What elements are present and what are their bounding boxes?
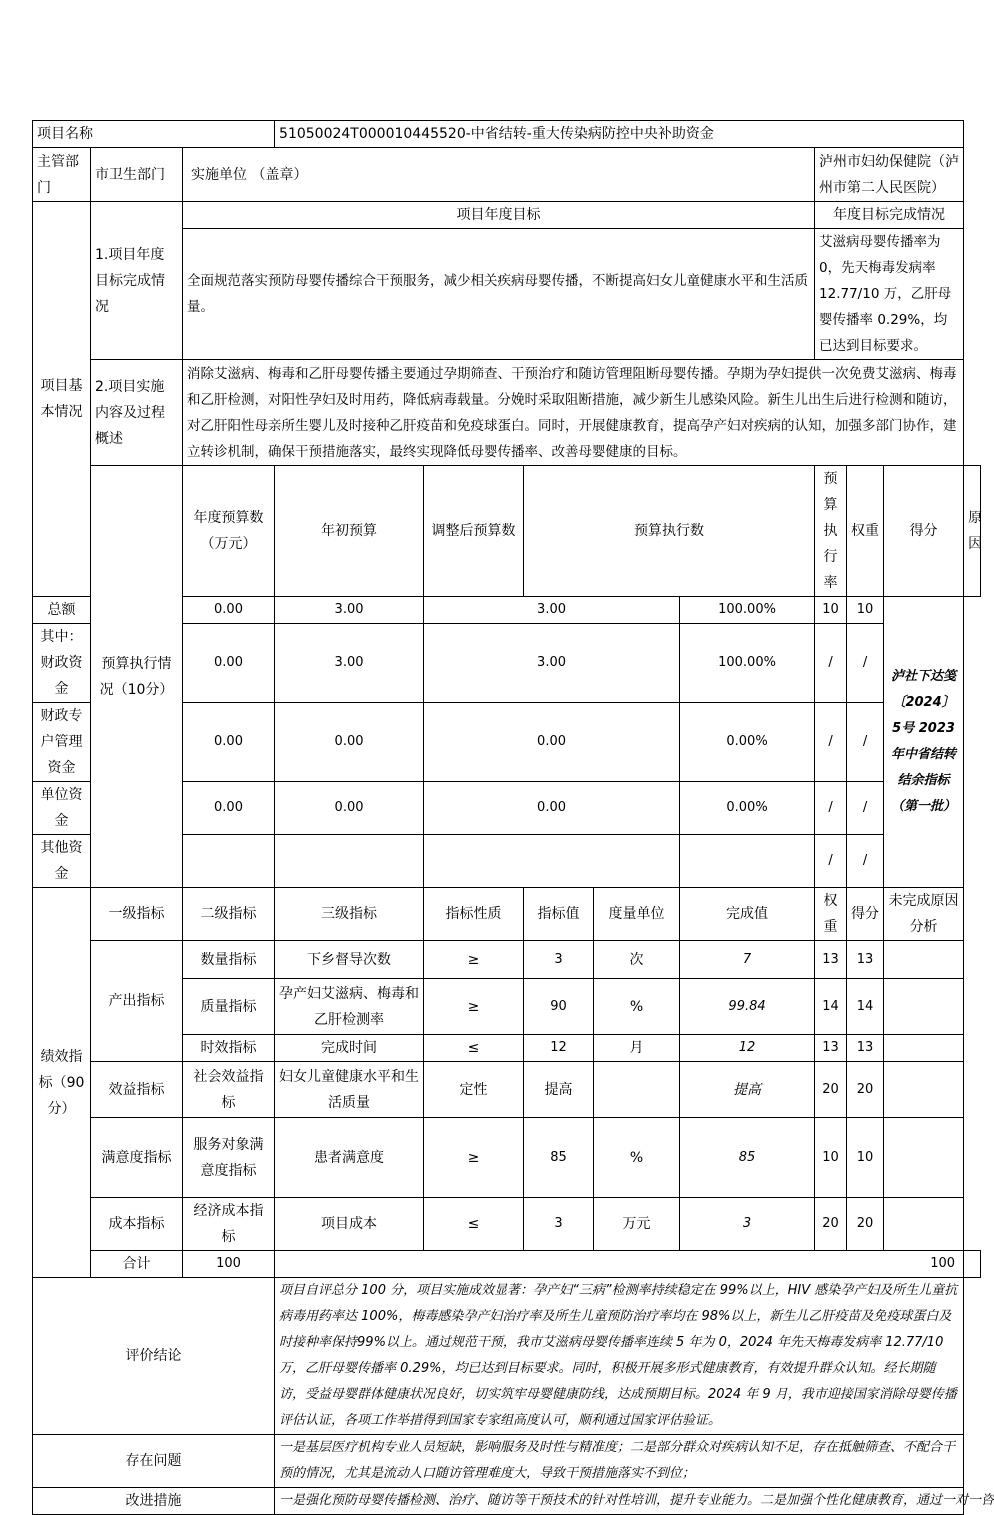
perf-weight-header: 权重 [815, 888, 847, 941]
budget-annual-header: 年度预算数（万元） [183, 466, 275, 597]
perf-level2-header: 二级指标 [183, 888, 275, 941]
perf-row-weight: 20 [815, 1198, 847, 1251]
perf-row-l3: 项目成本 [275, 1198, 424, 1251]
budget-row-adjusted [275, 835, 424, 888]
budget-row-initial: 0.00 [183, 782, 275, 835]
impl-content-text: 消除艾滋病、梅毒和乙肝母婴传播主要通过孕期筛查、干预治疗和随访管理阻断母婴传播。孕期为孕妇提供一次免费艾滋病、梅毒和乙肝检测，对阳性孕妇及时用药，降低病毒载量。分娩时采取阻断措施，减少新生儿感染风险。新生儿出生后进行检测和随访，对乙肝阳性母亲所生婴儿及时接种乙肝疫苗和免疫球蛋白。同时，开展健康教育，提高孕产妇对疾病的认知，加强多部门协作，建立转诊机制，确保干预措施落实，最终实现降低母婴传播率、改善母婴健康的目标。 [183, 360, 964, 466]
perf-row-weight: 13 [815, 941, 847, 979]
perf-level1-header: 一级指标 [91, 888, 183, 941]
budget-reason-header: 原因 [964, 466, 981, 597]
perf-row-l3: 孕产妇艾滋病、梅毒和乙肝检测率 [275, 979, 424, 1035]
conclusion-label: 评价结论 [33, 1278, 275, 1435]
perf-row-l2: 经济成本指标 [183, 1198, 275, 1251]
budget-row-executed: 3.00 [424, 624, 680, 703]
budget-row-weight: / [815, 703, 847, 782]
perf-row-done: 3 [680, 1198, 815, 1251]
goal-text: 全面规范落实预防母婴传播综合干预服务，减少相关疾病母婴传播，不断提高妇女儿童健康水平和生活质量。 [183, 229, 815, 360]
budget-row-label: 总额 [33, 597, 91, 624]
budget-row-label: 其他资金 [33, 835, 91, 888]
completion-header: 年度目标完成情况 [815, 202, 964, 229]
perf-row-analysis [884, 941, 964, 979]
perf-row-l2: 服务对象满意度指标 [183, 1118, 275, 1198]
perf-row-l2: 社会效益指标 [183, 1062, 275, 1118]
problem-text: 一是基层医疗机构专业人员短缺，影响服务及时性与精准度；二是部分群众对疾病认知不足，存在抵触筛查、不配合干预的情况，尤其是流动人口随访管理难度大，导致干预措施落实不到位； [275, 1435, 964, 1488]
total-score: 100 [275, 1251, 964, 1278]
perf-row-score: 14 [847, 979, 884, 1035]
perf-row-analysis [884, 1062, 964, 1118]
performance-self-evaluation-table [32, 120, 994, 1515]
perf-row-score: 20 [847, 1062, 884, 1118]
budget-row-score: / [847, 835, 884, 888]
perf-row-done: 7 [680, 941, 815, 979]
perf-row-value: 3 [524, 941, 594, 979]
perf-row-nature: ≥ [424, 941, 524, 979]
perf-row-l2: 质量指标 [183, 979, 275, 1035]
budget-row-weight: 10 [815, 597, 847, 624]
perf-row-value: 85 [524, 1118, 594, 1198]
perf-row-unit: 次 [594, 941, 680, 979]
perf-row-unit: % [594, 1118, 680, 1198]
perf-row-weight: 14 [815, 979, 847, 1035]
budget-initial-header: 年初预算 [275, 466, 424, 597]
perf-row-analysis [884, 1118, 964, 1198]
perf-row-value: 提高 [524, 1062, 594, 1118]
perf-row-unit: 月 [594, 1035, 680, 1062]
perf-analysis-header: 未完成原因分析 [884, 888, 964, 941]
budget-row-label: 单位资金 [33, 782, 91, 835]
budget-weight-header: 权重 [847, 466, 884, 597]
perf-row-score: 20 [847, 1198, 884, 1251]
total-weight: 100 [183, 1251, 275, 1278]
budget-row-weight: / [815, 835, 847, 888]
perf-row-nature: ≥ [424, 1118, 524, 1198]
perf-row-analysis [884, 1035, 964, 1062]
perf-row-analysis [884, 979, 964, 1035]
budget-score-header: 得分 [884, 466, 964, 597]
perf-row-done: 85 [680, 1118, 815, 1198]
perf-row-nature: ≥ [424, 979, 524, 1035]
perf-nature-header: 指标性质 [424, 888, 524, 941]
impl-unit-value: 泸州市妇幼保健院（泸州市第二人民医院） [815, 148, 964, 202]
perf-row-l3: 妇女儿童健康水平和生活质量 [275, 1062, 424, 1118]
completion-text: 艾滋病母婴传播率为 0，先天梅毒发病率 12.77/10 万，乙肝母婴传播率 0.29%，均已达到目标要求。 [815, 229, 964, 360]
perf-row-nature: 定性 [424, 1062, 524, 1118]
perf-unit-header: 度量单位 [594, 888, 680, 941]
budget-row-weight: / [815, 624, 847, 703]
perf-row-value: 90 [524, 979, 594, 1035]
perf-row-l2: 时效指标 [183, 1035, 275, 1062]
problem-label: 存在问题 [33, 1435, 275, 1488]
perf-level3-header: 三级指标 [275, 888, 424, 941]
perf-row-value: 12 [524, 1035, 594, 1062]
performance-section-label: 绩效指标（90分） [33, 888, 91, 1278]
budget-row-initial: 0.00 [183, 624, 275, 703]
measure-text: 一是强化预防母婴传播检测、治疗、随访等干预技术的针对性培训，提升专业能力。二是加强个性化健康教育，通过一对一咨 [275, 1488, 964, 1515]
perf-row-value: 3 [524, 1198, 594, 1251]
conclusion-text: 项目自评总分 100 分，项目实施成效显著：孕产妇“三病”检测率持续稳定在 99%以上，HIV 感染孕产妇及所生儿童抗病毒用药率达 100%，梅毒感染孕产妇治疗率及所生儿童预防治疗率均在 98%以上，新生儿乙肝疫苗及免疫球蛋白及时接种率保持99%以上。通过规范干预，我市艾滋病母婴传播率连续 5 年为 0，2024 年先天梅毒发病率 12.77/10 万，乙肝母婴传播率 0.29%，均已达到目标要求。同时，积极开展多形式健康教育，有效提升群众认知。经长期随访，受益母婴群体健康状况良好，切实筑牢母婴健康防线，达成预期目标。2024 年 9 月，我市迎接国家消除母婴传播评估认证，各项工作举措得到国家专家组高度认可，顺利通过国家评估验证。 [275, 1278, 964, 1435]
perf-group-cost: 成本指标 [91, 1198, 183, 1251]
budget-row-label: 财政专户管理资金 [33, 703, 91, 782]
budget-row-label: 其中：财政资金 [33, 624, 91, 703]
budget-row-score: / [847, 703, 884, 782]
impl-unit-label: 实施单位 （盖章） [183, 148, 815, 202]
budget-row-score: / [847, 624, 884, 703]
budget-row-rate: 100.00% [680, 597, 815, 624]
perf-row-unit [594, 1062, 680, 1118]
perf-row-score: 13 [847, 941, 884, 979]
perf-row-unit: % [594, 979, 680, 1035]
budget-row-rate: 100.00% [680, 624, 815, 703]
budget-adjusted-header: 调整后预算数 [424, 466, 524, 597]
budget-row-initial: 0.00 [183, 703, 275, 782]
budget-row-rate: 0.00% [680, 782, 815, 835]
total-blank [964, 1251, 981, 1278]
budget-row-executed: 0.00 [424, 703, 680, 782]
budget-row-score: / [847, 782, 884, 835]
budget-row-score: 10 [847, 597, 884, 624]
budget-row-initial [183, 835, 275, 888]
dept-value: 市卫生部门 [91, 148, 183, 202]
perf-row-analysis [884, 1198, 964, 1251]
budget-row-rate: 0.00% [680, 703, 815, 782]
perf-row-done: 12 [680, 1035, 815, 1062]
perf-group-benefit: 效益指标 [91, 1062, 183, 1118]
project-name-label: 项目名称 [33, 121, 275, 148]
perf-row-l3: 下乡督导次数 [275, 941, 424, 979]
dept-label: 主管部门 [33, 148, 91, 202]
budget-row-adjusted: 3.00 [275, 597, 424, 624]
perf-row-nature: ≤ [424, 1035, 524, 1062]
perf-row-score: 13 [847, 1035, 884, 1062]
impl-content-label: 2.项目实施内容及过程概述 [91, 360, 183, 466]
perf-row-score: 10 [847, 1118, 884, 1198]
perf-row-l3: 患者满意度 [275, 1118, 424, 1198]
goal-label: 1.项目年度目标完成情况 [91, 202, 183, 360]
perf-row-weight: 13 [815, 1035, 847, 1062]
budget-rate-header: 预算执行率 [815, 466, 847, 597]
basic-section-label: 项目基本情况 [33, 202, 91, 597]
total-label: 合计 [91, 1251, 183, 1278]
perf-row-done: 99.84 [680, 979, 815, 1035]
perf-group-satisfaction: 满意度指标 [91, 1118, 183, 1198]
perf-row-weight: 10 [815, 1118, 847, 1198]
budget-executed-header: 预算执行数 [524, 466, 815, 597]
perf-row-weight: 20 [815, 1062, 847, 1118]
budget-row-adjusted: 3.00 [275, 624, 424, 703]
budget-row-executed: 0.00 [424, 782, 680, 835]
perf-done-header: 完成值 [680, 888, 815, 941]
budget-row-weight: / [815, 782, 847, 835]
budget-row-initial: 0.00 [183, 597, 275, 624]
perf-row-l3: 完成时间 [275, 1035, 424, 1062]
budget-row-executed [424, 835, 680, 888]
goal-header: 项目年度目标 [183, 202, 815, 229]
perf-group-output: 产出指标 [91, 941, 183, 1062]
budget-row-executed: 3.00 [424, 597, 680, 624]
budget-row-adjusted: 0.00 [275, 703, 424, 782]
perf-row-nature: ≤ [424, 1198, 524, 1251]
perf-value-header: 指标值 [524, 888, 594, 941]
perf-score-header: 得分 [847, 888, 884, 941]
budget-section-label: 预算执行情况（10分） [91, 466, 183, 888]
project-name-value: 51050024T000010445520-中省结转-重大传染病防控中央补助资金 [275, 121, 964, 148]
budget-row-adjusted: 0.00 [275, 782, 424, 835]
perf-row-done: 提高 [680, 1062, 815, 1118]
measure-label: 改进措施 [33, 1488, 275, 1515]
budget-row-rate [680, 835, 815, 888]
perf-row-unit: 万元 [594, 1198, 680, 1251]
perf-row-l2: 数量指标 [183, 941, 275, 979]
budget-reason-text: 泸社下达笺〔2024〕5号 2023 年中省结转结余指标（第一批） [884, 597, 964, 888]
